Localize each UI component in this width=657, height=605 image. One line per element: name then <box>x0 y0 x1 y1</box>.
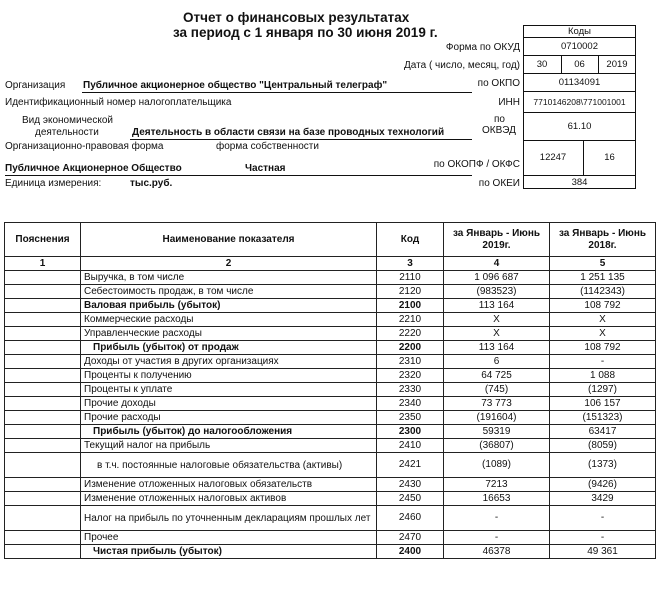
header-period-2019: за Январь - Июнь 2019г. <box>444 223 550 257</box>
org-label: Организация <box>5 80 66 91</box>
table-row <box>5 545 656 559</box>
okud-label: Форма по ОКУД <box>445 42 520 53</box>
col-number: 5 <box>550 257 656 271</box>
row-value-2018: 106 157 <box>550 397 656 411</box>
row-note <box>5 453 81 478</box>
row-value-2018: - <box>550 531 656 545</box>
row-value-2018: 63417 <box>550 425 656 439</box>
row-note <box>5 285 81 299</box>
row-note <box>5 397 81 411</box>
row-value-2019: - <box>444 506 550 531</box>
row-code: 2320 <box>377 369 444 383</box>
table-row <box>5 341 656 355</box>
row-indicator-name: Проценты к уплате <box>81 383 377 397</box>
row-indicator-name: Прибыль (убыток) от продаж <box>81 341 377 355</box>
ownership-label: форма собственности <box>216 141 319 152</box>
row-code: 2300 <box>377 425 444 439</box>
table-row <box>5 439 656 453</box>
row-note <box>5 506 81 531</box>
row-indicator-name: Прочие доходы <box>81 397 377 411</box>
okfs-value: 16 <box>604 152 615 163</box>
row-value-2019: 46378 <box>444 545 550 559</box>
row-code: 2350 <box>377 411 444 425</box>
okei-value: 384 <box>571 176 588 188</box>
table-row <box>5 383 656 397</box>
unit-value: тыс.руб. <box>130 178 173 189</box>
row-code: 2330 <box>377 383 444 397</box>
row-value-2019: 113 164 <box>444 341 550 355</box>
table-header-row <box>5 223 656 257</box>
table-row <box>5 425 656 439</box>
row-note <box>5 411 81 425</box>
taxpayer-id-label: Идентификационный номер налогоплательщика <box>5 97 232 108</box>
inn-label: ИНН <box>498 97 520 108</box>
row-indicator-name: в т.ч. постоянные налоговые обязательства (активы) <box>81 453 377 478</box>
row-indicator-name: Доходы от участия в других организациях <box>81 355 377 369</box>
row-value-2018: - <box>550 506 656 531</box>
activity-label-2: деятельности <box>35 127 99 138</box>
row-value-2018: 1 251 135 <box>550 271 656 285</box>
row-note <box>5 439 81 453</box>
row-code: 2450 <box>377 492 444 506</box>
row-code: 2340 <box>377 397 444 411</box>
table-row <box>5 271 656 285</box>
legal-form-label: Организационно-правовая форма <box>5 141 164 152</box>
table-row <box>5 531 656 545</box>
header-notes: Пояснения <box>5 223 81 257</box>
row-note <box>5 313 81 327</box>
row-indicator-name: Прочие расходы <box>81 411 377 425</box>
row-note <box>5 383 81 397</box>
row-indicator-name: Прочее <box>81 531 377 545</box>
financial-results-table <box>4 222 656 559</box>
row-note <box>5 478 81 492</box>
col-number: 4 <box>444 257 550 271</box>
table-row <box>5 355 656 369</box>
row-value-2019: 113 164 <box>444 299 550 313</box>
okopf-value: 12247 <box>539 152 567 163</box>
ownership-value: Частная <box>245 163 286 174</box>
activity-label-1: Вид экономической <box>22 115 113 126</box>
row-code: 2100 <box>377 299 444 313</box>
row-indicator-name: Коммерческие расходы <box>81 313 377 327</box>
row-value-2018: 1 088 <box>550 369 656 383</box>
date-day: 30 <box>536 58 548 70</box>
row-note <box>5 531 81 545</box>
row-code: 2310 <box>377 355 444 369</box>
row-indicator-name: Налог на прибыль по уточненным декларациям прошлых лет <box>81 506 377 531</box>
row-value-2019: (191604) <box>444 411 550 425</box>
row-value-2018: (1142343) <box>550 285 656 299</box>
table-row <box>5 453 656 478</box>
row-code: 2421 <box>377 453 444 478</box>
table-row <box>5 506 656 531</box>
okud-value: 0710002 <box>561 40 598 52</box>
row-note <box>5 271 81 285</box>
row-indicator-name: Выручка, в том числе <box>81 271 377 285</box>
row-code: 2460 <box>377 506 444 531</box>
table-row <box>5 397 656 411</box>
col-number: 3 <box>377 257 444 271</box>
row-value-2019: 7213 <box>444 478 550 492</box>
col-number: 1 <box>5 257 81 271</box>
row-value-2018: (151323) <box>550 411 656 425</box>
unit-label: Единица измерения: <box>5 178 102 189</box>
row-value-2018: X <box>550 313 656 327</box>
row-code: 2400 <box>377 545 444 559</box>
row-note <box>5 299 81 313</box>
row-value-2019: 1 096 687 <box>444 271 550 285</box>
row-code: 2410 <box>377 439 444 453</box>
okved-value: 61.10 <box>567 120 592 132</box>
row-value-2018: (8059) <box>550 439 656 453</box>
row-value-2018: (1297) <box>550 383 656 397</box>
row-indicator-name: Управленческие расходы <box>81 327 377 341</box>
row-value-2019: 6 <box>444 355 550 369</box>
row-value-2019: 73 773 <box>444 397 550 411</box>
activity-value: Деятельность в области связи на базе проводных технологий <box>132 127 445 138</box>
row-value-2018: (9426) <box>550 478 656 492</box>
row-indicator-name: Изменение отложенных налоговых обязательств <box>81 478 377 492</box>
row-indicator-name: Прибыль (убыток) до налогообложения <box>81 425 377 439</box>
row-code: 2220 <box>377 327 444 341</box>
table-row <box>5 478 656 492</box>
row-note <box>5 492 81 506</box>
okved-label-2: ОКВЭД <box>482 125 516 136</box>
row-value-2018: X <box>550 327 656 341</box>
row-value-2018: 108 792 <box>550 341 656 355</box>
row-code: 2110 <box>377 271 444 285</box>
row-code: 2120 <box>377 285 444 299</box>
header-code: Код <box>377 223 444 257</box>
table-row <box>5 299 656 313</box>
row-indicator-name: Текущий налог на прибыль <box>81 439 377 453</box>
row-value-2019: (36807) <box>444 439 550 453</box>
okpo-label: по ОКПО <box>477 78 520 89</box>
table-row <box>5 327 656 341</box>
row-code: 2210 <box>377 313 444 327</box>
table-row <box>5 313 656 327</box>
row-indicator-name: Чистая прибыль (убыток) <box>81 545 377 559</box>
row-value-2018: - <box>550 355 656 369</box>
row-note <box>5 369 81 383</box>
row-value-2018: 3429 <box>550 492 656 506</box>
row-code: 2470 <box>377 531 444 545</box>
row-value-2019: (1089) <box>444 453 550 478</box>
report-period: за период с 1 января по 30 июня 2019 г. <box>173 25 438 40</box>
date-month: 06 <box>574 58 585 70</box>
okpo-value: 01134091 <box>558 76 601 88</box>
codes-header: Коды <box>568 25 591 37</box>
row-note <box>5 425 81 439</box>
row-indicator-name: Изменение отложенных налоговых активов <box>81 492 377 506</box>
column-numbers-row <box>5 257 656 271</box>
org-name: Публичное акционерное общество "Центральный телеграф" <box>83 80 388 91</box>
row-value-2019: (745) <box>444 383 550 397</box>
row-note <box>5 341 81 355</box>
row-indicator-name: Проценты к получению <box>81 369 377 383</box>
row-indicator-name: Валовая прибыль (убыток) <box>81 299 377 313</box>
inn-value: 7710146208\771001001 <box>533 96 626 107</box>
row-value-2019: 16653 <box>444 492 550 506</box>
row-value-2018: (1373) <box>550 453 656 478</box>
row-value-2019: - <box>444 531 550 545</box>
table-row <box>5 285 656 299</box>
row-code: 2200 <box>377 341 444 355</box>
row-value-2019: 59319 <box>444 425 550 439</box>
header-period-2018: за Январь - Июнь 2018г. <box>550 223 656 257</box>
report-title: Отчет о финансовых результатах <box>183 10 410 25</box>
row-note <box>5 327 81 341</box>
date-year: 2019 <box>606 58 628 70</box>
row-value-2018: 49 361 <box>550 545 656 559</box>
table-row <box>5 492 656 506</box>
table-row <box>5 369 656 383</box>
header-indicator: Наименование показателя <box>81 223 377 257</box>
row-value-2019: X <box>444 313 550 327</box>
row-value-2019: (983523) <box>444 285 550 299</box>
row-value-2019: X <box>444 327 550 341</box>
okved-label-1: по <box>494 114 505 125</box>
okopf-label: по ОКОПФ / ОКФС <box>433 159 520 170</box>
legal-form-value: Публичное Акционерное Общество <box>5 163 182 174</box>
row-note <box>5 355 81 369</box>
okei-label: по ОКЕИ <box>478 178 520 189</box>
row-value-2018: 108 792 <box>550 299 656 313</box>
date-label: Дата ( число, месяц, год) <box>404 60 520 71</box>
row-value-2019: 64 725 <box>444 369 550 383</box>
row-note <box>5 545 81 559</box>
col-number: 2 <box>81 257 377 271</box>
table-row <box>5 411 656 425</box>
row-indicator-name: Себестоимость продаж, в том числе <box>81 285 377 299</box>
row-code: 2430 <box>377 478 444 492</box>
